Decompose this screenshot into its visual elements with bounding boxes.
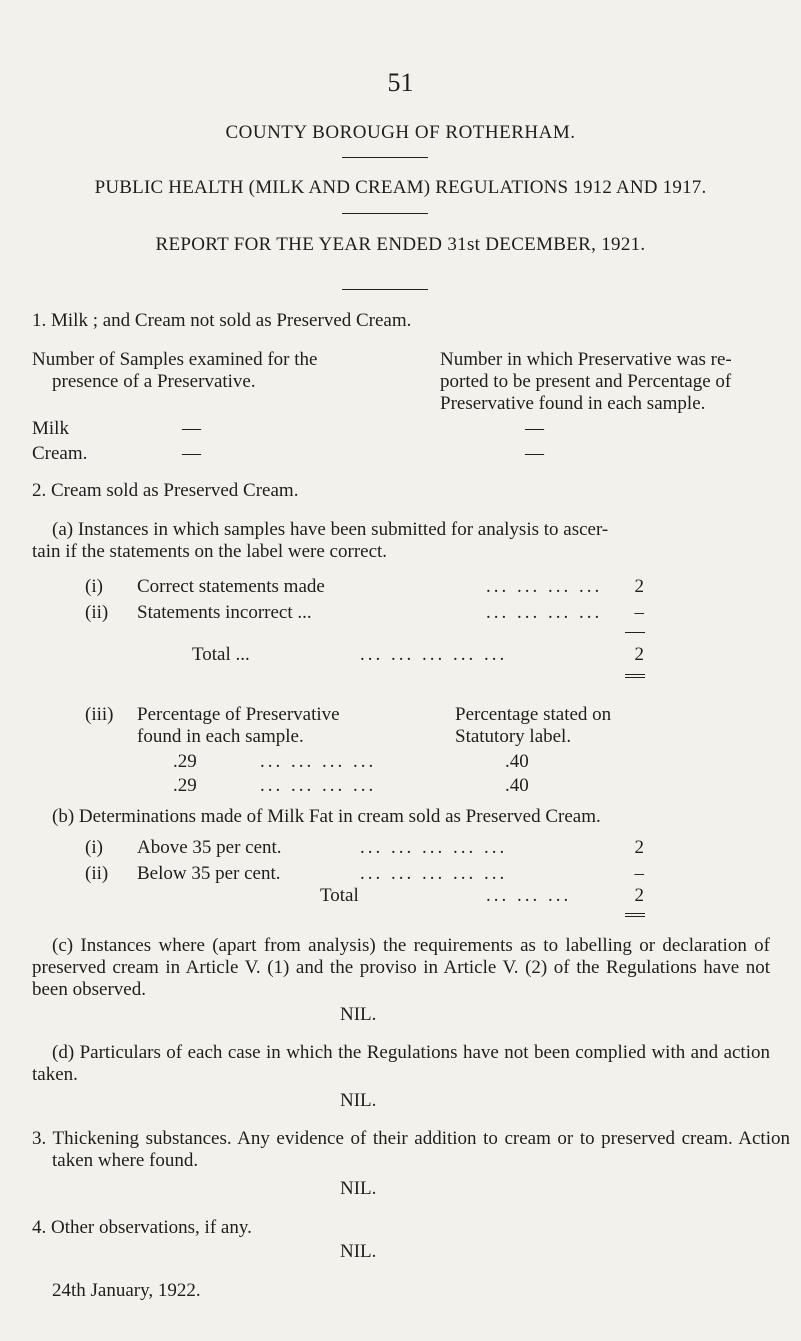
section2-heading: 2. Cream sold as Preserved Cream. bbox=[32, 480, 299, 501]
leader-dots: ... ... ... ... bbox=[486, 576, 603, 597]
section1-col2-header: Number in which Preservative was re- bbox=[440, 349, 732, 370]
nil-label: NIL. bbox=[340, 1004, 377, 1025]
section1-col2-header: ported to be present and Percentage of bbox=[440, 371, 732, 392]
section1-row-value: — bbox=[525, 418, 544, 439]
nil-label: NIL. bbox=[340, 1090, 377, 1111]
iii-col2-header: Percentage stated on bbox=[455, 704, 612, 725]
item-label: Below 35 per cent. bbox=[137, 863, 281, 884]
iii-col1-header: Percentage of Preservative bbox=[137, 704, 340, 725]
section1-row-value: — bbox=[182, 418, 201, 439]
divider bbox=[342, 213, 428, 214]
section1-col1-header: Number of Samples examined for the bbox=[32, 349, 318, 370]
leader-dots: ... ... ... ... ... bbox=[360, 837, 508, 858]
section2a-text: (a) Instances in which samples have been submitted for analysis to ascer- bbox=[52, 519, 609, 540]
leader-dots: ... ... ... ... ... bbox=[360, 644, 508, 665]
nil-label: NIL. bbox=[340, 1241, 377, 1262]
section1-col2-header: Preservative found in each sample. bbox=[440, 393, 706, 414]
total-rule bbox=[625, 632, 645, 633]
section1-row-label: Cream. bbox=[32, 443, 88, 464]
page-number: 51 bbox=[387, 68, 414, 97]
item-number: (i) bbox=[85, 576, 103, 597]
leader-dots: ... ... ... ... bbox=[486, 602, 603, 623]
report-heading: COUNTY BOROUGH OF ROTHERHAM. bbox=[225, 122, 576, 143]
section1-row-value: — bbox=[525, 443, 544, 464]
iii-stated-value: .40 bbox=[505, 775, 529, 796]
section1-row-value: — bbox=[182, 443, 201, 464]
regulations-heading: PUBLIC HEALTH (MILK AND CREAM) REGULATIONS 1912 AND 1917. bbox=[94, 177, 707, 198]
leader-dots: ... ... ... bbox=[486, 885, 572, 906]
item-label: Correct statements made bbox=[137, 576, 325, 597]
item-value: – bbox=[634, 863, 644, 884]
section1-heading: 1. Milk ; and Cream not sold as Preserved Cream. bbox=[32, 310, 412, 331]
total-rule bbox=[625, 913, 645, 914]
section2d-text: (d) Particulars of each case in which the Regulations have not been complied with and action taken. bbox=[32, 1042, 770, 1085]
total-value: 2 bbox=[634, 644, 644, 665]
item-value: – bbox=[634, 602, 644, 623]
total-rule bbox=[625, 674, 645, 675]
iii-found-value: .29 bbox=[173, 751, 197, 772]
section3-text: 3. Thickening substances. Any evidence of their addition to cream or to preserved cream. Action taken where found. bbox=[32, 1128, 790, 1171]
iii-col1-header: found in each sample. bbox=[137, 726, 304, 747]
total-rule bbox=[625, 677, 645, 678]
divider bbox=[342, 157, 428, 158]
section2b-text: (b) Determinations made of Milk Fat in cream sold as Preserved Cream. bbox=[52, 806, 601, 827]
item-value: 2 bbox=[634, 837, 644, 858]
total-rule bbox=[625, 916, 645, 917]
leader-dots: ... ... ... ... bbox=[260, 775, 377, 796]
section1-row-label: Milk bbox=[32, 418, 69, 439]
section1-col1-header: presence of a Preservative. bbox=[52, 371, 256, 392]
item-number: (ii) bbox=[85, 602, 109, 623]
total-value: 2 bbox=[634, 885, 644, 906]
item-value: 2 bbox=[634, 576, 644, 597]
item-label: Above 35 per cent. bbox=[137, 837, 282, 858]
leader-dots: ... ... ... ... ... bbox=[360, 863, 508, 884]
item-label: Statements incorrect ... bbox=[137, 602, 312, 623]
section2a-text: tain if the statements on the label were correct. bbox=[32, 541, 388, 562]
divider bbox=[342, 289, 428, 290]
iii-found-value: .29 bbox=[173, 775, 197, 796]
nil-label: NIL. bbox=[340, 1178, 377, 1199]
item-number: (i) bbox=[85, 837, 103, 858]
item-number: (ii) bbox=[85, 863, 109, 884]
iii-col2-header: Statutory label. bbox=[455, 726, 572, 747]
total-label: Total ... bbox=[192, 644, 250, 665]
section2c-text: (c) Instances where (apart from analysis) the requirements as to labelling or declaration of preserved cream in Article V. (1) and the proviso in Article V. (2) of the Regulations have not been observed. bbox=[32, 935, 770, 1000]
iii-stated-value: .40 bbox=[505, 751, 529, 772]
leader-dots: ... ... ... ... bbox=[260, 751, 377, 772]
total-label: Total bbox=[320, 885, 359, 906]
item-number: (iii) bbox=[85, 704, 114, 725]
report-title: REPORT FOR THE YEAR ENDED 31st DECEMBER, 1921. bbox=[155, 234, 646, 255]
section4-text: 4. Other observations, if any. bbox=[32, 1217, 252, 1238]
report-date: 24th January, 1922. bbox=[52, 1280, 201, 1301]
